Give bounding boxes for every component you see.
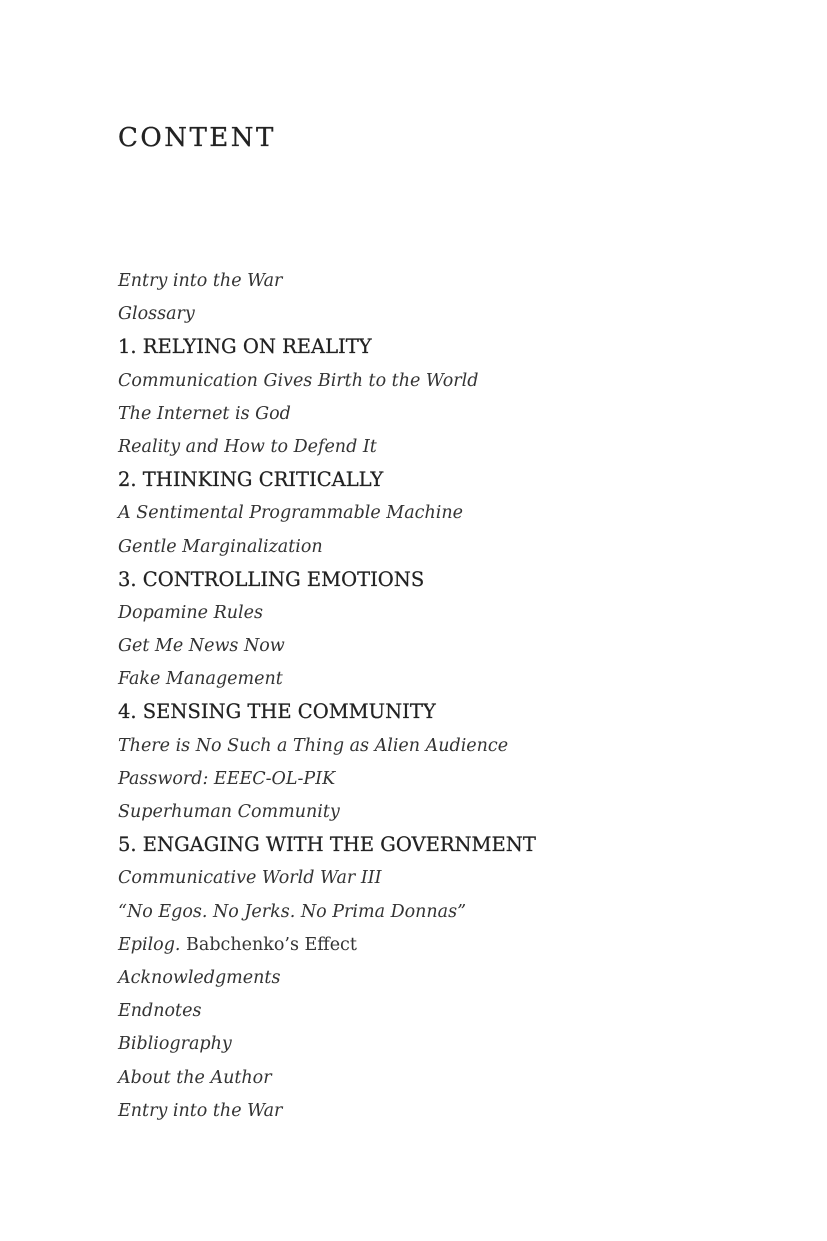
toc-part-label: 1. RELYING ON REALITY [118,335,372,359]
toc-entry [118,530,536,563]
toc-entry-label: Dopamine Rules [118,602,263,623]
toc-epilog-prefix: Epilog. [118,934,181,955]
toc-entry-label: There is No Such a Thing as Alien Audience [118,735,509,756]
toc-entry [118,662,536,695]
toc-entry [118,1094,536,1127]
toc-entry-label: Get Me News Now [118,636,285,657]
toc-entry [118,496,536,529]
toc-entry-label: Glossary [118,304,195,325]
toc-entry [118,961,536,994]
toc-part-label: 2. THINKING CRITICALLY [118,468,384,492]
toc-entry-label: A Sentimental Programmable Machine [118,503,463,524]
toc-entry [118,1027,536,1060]
toc-entry [118,430,536,463]
toc-part-label: 5. ENGAGING WITH THE GOVERNMENT [118,833,536,857]
toc-entry [118,297,536,330]
toc-part-heading [118,330,536,363]
toc-entry-label: Password: EEEC-OL-PIK [118,768,336,789]
toc-part-heading [118,563,536,596]
toc-entry-epilog [118,928,536,961]
toc-entry [118,895,536,928]
toc-entry [118,762,536,795]
toc-entry [118,795,536,828]
toc-entry [118,861,536,894]
toc-part-heading [118,828,536,861]
toc-entry-label: Fake Management [118,669,283,690]
toc-entry [118,364,536,397]
toc-entry [118,729,536,762]
toc-entry-label: Superhuman Community [118,802,340,822]
toc-entry-label: Acknowledgments [118,967,281,988]
toc-entry [118,397,536,430]
toc-part-heading [118,695,536,728]
toc-entry-label: About the Author [118,1067,272,1088]
table-of-contents [118,264,536,1127]
toc-entry-label: The Internet is God [118,403,291,424]
toc-entry-label: Reality and How to Defend It [118,436,377,457]
toc-entry-label: Entry into the War [118,271,283,291]
toc-entry-label: Bibliography [118,1034,232,1055]
page-title: CONTENT [118,123,276,153]
toc-entry-label: Endnotes [118,1001,202,1022]
toc-entry [118,1061,536,1094]
toc-entry-label: Gentle Marginalization [118,536,323,557]
toc-entry [118,596,536,629]
toc-entry [118,994,536,1027]
toc-entry [118,264,536,297]
toc-entry-label: Entry into the War [118,1100,283,1121]
toc-entry [118,629,536,662]
toc-epilog-title: Babchenko’s Effect [180,934,357,955]
toc-part-label: 4. SENSING THE COMMUNITY [118,700,436,724]
toc-part-label: 3. CONTROLLING EMOTIONS [118,567,425,591]
toc-entry-label: Communication Gives Birth to the World [118,370,479,391]
toc-entry-label: “No Egos. No Jerks. No Prima Donnas” [118,901,467,922]
toc-part-heading [118,463,536,496]
toc-entry-label: Communicative World War III [118,868,382,889]
